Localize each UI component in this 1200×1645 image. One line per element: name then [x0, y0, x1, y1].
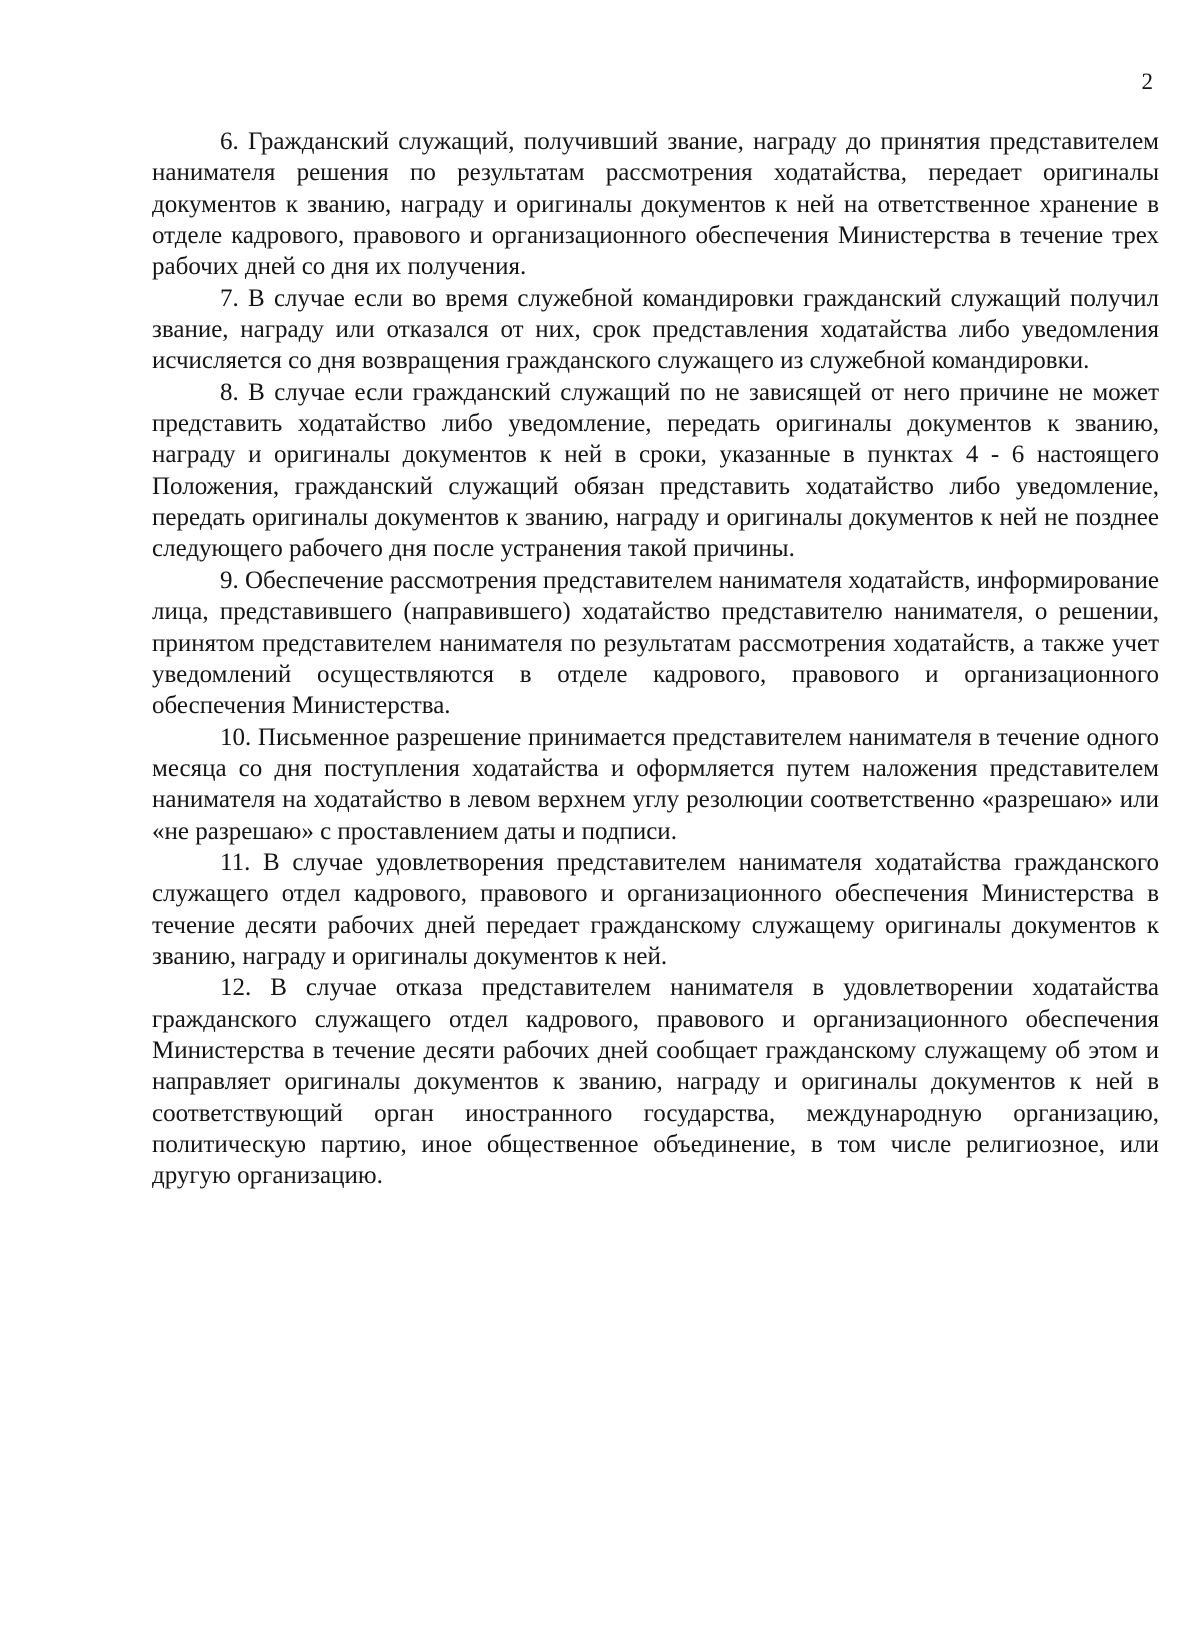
paragraph-12: 12. В случае отказа представителем нанимателя в удовлетворении ходатайства гражданского служащего отдел кадрового, правового и организационного обеспечения Министерства в течение десяти рабочих дней сообщает гражданскому служащему об этом и направляет оригиналы документов к званию, награду и оригиналы документов к ней в соответствующий орган иностранного государства, международную организацию, политическую партию, иное общественное объединение, в том числе религиозное, или другую организацию. — [152, 974, 1159, 1190]
paragraph-11: 11. В случае удовлетворения представителем нанимателя ходатайства гражданского служащего отдел кадрового, правового и организационного обеспечения Министерства в течение десяти рабочих дней передает гражданскому служащему оригиналы документов к званию, награду и оригиналы документов к ней. — [152, 848, 1159, 970]
paragraph-8: 8. В случае если гражданский служащий по не зависящей от него причине не может представить ходатайство либо уведомление, передать оригиналы документов к званию, награду и оригиналы документов к ней в сроки, указанные в пунктах 4 - 6 настоящего Положения, гражданский служащий обязан представить ходатайство либо уведомление, передать оригиналы документов к званию, награду и оригиналы документов к ней не позднее следующего рабочего дня после устранения такой причины. — [152, 378, 1159, 563]
paragraph-10: 10. Письменное разрешение принимается представителем нанимателя в течение одного месяца со дня поступления ходатайства и оформляется путем наложения представителем нанимателя на ходатайство в левом верхнем углу резолюции соответственно «разрешаю» или «не разрешаю» с проставлением даты и подписи. — [152, 723, 1159, 845]
paragraph-9: 9. Обеспечение рассмотрения представителем нанимателя ходатайств, информирование лица, представившего (направившего) ходатайство представителю нанимателя, о решении, принятом представителем нанимателя по результатам рассмотрения ходатайств, а также учет уведомлений осуществляются в отделе кадрового, правового и организационного обеспечения Министерства. — [152, 566, 1159, 720]
paragraph-6: 6. Гражданский служащий, получивший звание, награду до принятия представителем нанимателя решения по результатам рассмотрения ходатайства, передает оригиналы документов к званию, награду и оригиналы документов к ней на ответственное хранение в отделе кадрового, правового и организационного обеспечения Министерства в течение трех рабочих дней со дня их получения. — [152, 128, 1159, 281]
page-number: 2 — [1141, 69, 1153, 94]
document-body — [152, 126, 1159, 1192]
paragraph-7: 7. В случае если во время служебной командировки гражданский служащий получил звание, награду или отказался от них, срок представления ходатайства либо уведомления исчисляется со дня возвращения гражданского служащего из служебной командировки. — [152, 284, 1159, 375]
